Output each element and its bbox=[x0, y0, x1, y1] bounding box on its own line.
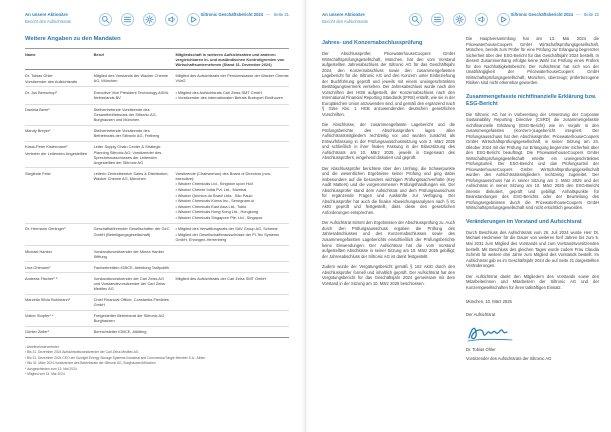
cell-name: Günter Zeller¹ bbox=[25, 329, 49, 335]
table-row bbox=[25, 262, 289, 273]
subsection-label: Bericht des Aufsichtsrats bbox=[25, 18, 71, 24]
column-header-beruf: Beruf bbox=[93, 51, 104, 57]
section-label: An unsere Aktionäre bbox=[322, 12, 365, 17]
cell-beruf: Chief Financial Officer, Constantia Flexibles GmbH bbox=[93, 297, 169, 308]
page-right bbox=[306, 0, 611, 432]
table-row bbox=[25, 224, 289, 246]
cell-beruf: Stellvertretende Vorsitzende des Betriebsrats der Siltronic AG, Freiberg bbox=[93, 128, 160, 139]
cell-beruf: Vorstandsvorsitzender der Carl Zeiss AG und Vorstandsvorsitzender der Carl Zeiss Meditec AG bbox=[93, 275, 165, 292]
cell-name: Marcella Silvia Bohlmann⁶ bbox=[25, 297, 71, 303]
separator: — bbox=[266, 12, 271, 17]
cell-mandates bbox=[175, 246, 289, 261]
footnote: ³ Bis 31. Dezember 2024 CEO der Sunlight Energy Storage Systems Industrial and Commercial Single Member S.A., Athen bbox=[25, 355, 206, 360]
separator: — bbox=[576, 12, 581, 17]
cell-mandates bbox=[175, 126, 289, 141]
cell-name: Dr. Tobias Ohler Vorsitzender des Aufsichtsrats bbox=[25, 72, 78, 84]
cell-mandates: • Mitglied des Verwaltungsrats der SAV Group AG, Schweiz • Mitglied der Gesellschafterausschüsse der Pi-Tec Systems GmbH, Ehningen-Herrenberg bbox=[175, 226, 280, 243]
toolbar bbox=[99, 12, 200, 26]
footnote: ² Bis 31. Dezember 2024 Aufsichtsratsvorsitzender der Carl Zeiss Meditec AG bbox=[25, 350, 139, 355]
cell-name: Volker Stopfer¹ ⁴ bbox=[25, 313, 54, 319]
table-row bbox=[25, 105, 289, 126]
speaker-icon[interactable] bbox=[165, 13, 178, 26]
table-row bbox=[25, 327, 289, 338]
cell-name: Dr. Jos Benschop⁶ bbox=[25, 89, 58, 95]
table-body bbox=[25, 70, 289, 338]
table-row bbox=[25, 246, 289, 262]
menu-icon[interactable] bbox=[431, 13, 444, 26]
audit-continuation-paragraphs bbox=[466, 36, 599, 86]
cell-mandates: • Mitglied des Aufsichtsrats Carl Zeiss SMT GmbH • Vorsitzender des internationalen Beirats Brainport Eindhoven bbox=[175, 89, 284, 101]
footnote: ⁶ Mitglied seit 13. Mai 2024. bbox=[25, 372, 66, 377]
mandates-table bbox=[25, 48, 289, 338]
page-reference bbox=[510, 12, 599, 18]
column-header-name: Name bbox=[25, 51, 36, 57]
place-date: München, 10. März 2025 bbox=[466, 299, 512, 305]
cell-beruf: Leiterin Zentralbereich Sales & Distribution, Wacker Chemie AG, München bbox=[93, 170, 169, 181]
cell-name: Dr. Hermann Gerlinger³ bbox=[25, 226, 66, 232]
section-heading-audit: Jahres- und Konzernabschlussprüfung bbox=[322, 40, 423, 46]
document-title: Siltronic Geschäftsbericht 2024 bbox=[200, 12, 264, 17]
page-reference bbox=[200, 12, 289, 18]
toolbar bbox=[409, 12, 510, 26]
table-row bbox=[25, 168, 289, 224]
paragraph: Der Aufsichtsrat stimmt den Ergebnissen der Abschlussprüfung zu. Auch durch den Prüfungsausschuss ergaben die Prüfung des Jahresabschlusses und des Konzernabschlusses sowie des zusammengefassten Lageberichts einschließlich der Prüfungsberichte keine Einwendungen. Der Aufsichtsrat hat die vom Vorstand aufgestellten Abschlüsse in seiner Sitzung am 10. März 2025 gebilligt; der Jahresabschluss der Siltronic AG ist damit festgestellt. bbox=[322, 220, 455, 259]
page-title: Weitere Angaben zu den Mandaten bbox=[25, 36, 121, 42]
cell-beruf: Freigestellter Betriebsrat der Siltronic AG, Burghausen bbox=[93, 313, 166, 324]
paragraph: Der Abschlussprüfer berichtete über den Umfang, die Schwerpunkte und die wesentlichen Ergebnisse seiner Prüfung und ging dabei insbesondere auf die besonders wichtigen Prüfungssachverhalte (Key Audit Matters) und die vorgenommenen Prüfungshandlungen ein. Der Abschlussprüfer stand dem Aufsichtsrat und dem Prüfungsausschuss für ergänzende Fragen und Auskünfte zur Verfügung. Der Abschlussprüfer hat auch die finalen Abweichungsanalysen nach § 91 AktG geprüft und festgestellt, dass diese den gesetzlichen Anforderungen entsprechen. bbox=[322, 165, 455, 215]
cell-beruf: Fachsekretärin IGBCE, Abteilung Tarifpolitik bbox=[93, 264, 170, 270]
table-row bbox=[25, 142, 289, 168]
cell-beruf: Executive Vice President Technology ASML Netherlands BV bbox=[93, 89, 169, 100]
section-heading-changes: Veränderungen im Vorstand und Aufsichtsrat bbox=[466, 218, 582, 225]
cell-mandates: Mitglied des Aufsichtsrats der Pensionskasse der Wacker Chemie VVaG bbox=[175, 72, 289, 83]
cell-mandates bbox=[175, 295, 289, 310]
cell-beruf: Stellvertretende Vorsitzende des Gesamtbetriebsrats der Siltronic AG, Burghausen und München bbox=[93, 107, 157, 123]
footnote: ¹ Arbeitnehmervertreter bbox=[25, 345, 59, 350]
cell-mandates bbox=[175, 142, 289, 167]
play-icon[interactable] bbox=[497, 13, 510, 26]
cell-mandates: Vorsitzende (Chairwoman) des Board of Directors (non-executive): • Wacker Chemicals Ltd., Kingston upon Hull • Wacker Chemie India Pvt. Ltd., Mumbai • Wacker Química do Brasil Ltda., São Paulo • Wacker Chemicals Korea Inc., Seongnam-si • Wacker Chemicals East Asia Ltd., Tokio • Wacker Chemicals Hong Kong Ltd., Hongkong • Wacker Chemicals Singapore Pte. Ltd., Singapur bbox=[175, 170, 272, 220]
play-icon[interactable] bbox=[187, 13, 200, 26]
cell-name: Mandy Breyer¹ bbox=[25, 128, 51, 134]
page-header-right bbox=[322, 12, 599, 26]
cell-name: Sieglinde Feist bbox=[25, 170, 51, 176]
cell-name: Lina Ohlmann¹ bbox=[25, 264, 51, 270]
paragraph: Die Hauptversammlung hat am 13. Mai 2024 die PricewaterhouseCoopers GmbH Wirtschaftsprüfungsgesellschaft, München, bereits zum Prüfer für eine Prüfung zur Erlangung begrenzter Sicherheit über den ESG-Bericht für das Geschäftsjahr 2024 bestellt. In diesem Zusammenhang erfolgte keine Wahl zur Prüfung eines Prüfers für den Nachhaltigkeitsbericht. Der Aufsichtsrat hat sich von der Unabhängigkeit der PricewaterhouseCoopers GmbH Wirtschaftsprüfungsgesellschaft, München, überzeugt; prüferbezogene Risiken sind nicht erkennbar geworden. bbox=[466, 36, 599, 86]
cell-mandates bbox=[175, 105, 289, 125]
signature-icon bbox=[466, 323, 518, 343]
two-column-text bbox=[322, 36, 599, 366]
document-title: Siltronic Geschäftsbericht 2024 bbox=[510, 12, 574, 17]
cell-name: Klaus-Peter Kistermann² Vertreter der Leitenden Angestellten bbox=[25, 144, 88, 156]
column-header-mandates: Mitgliedschaft in weiteren Aufsichtsräten und anderen vergleichbaren in- und ausländischen Kontrollgremien von Wirtschaftsunternehmen (Stand 31. Dezember 2024) bbox=[175, 51, 285, 67]
footnote: ⁴ Bis 31. März 2024 Vorsitzender des Betriebsrats der Siltronic AG, Burghausen/München bbox=[25, 361, 156, 366]
page-number: Seite 22 bbox=[583, 12, 599, 17]
menu-icon[interactable] bbox=[121, 13, 134, 26]
footnotes bbox=[25, 345, 289, 378]
text-column-left bbox=[322, 36, 455, 366]
audit-paragraphs bbox=[322, 51, 455, 286]
cell-name: Daniela Bene¹ bbox=[25, 107, 50, 113]
breadcrumb bbox=[25, 12, 99, 25]
cell-name: Michael Hankel bbox=[25, 248, 52, 254]
paragraph: Die Abschlüsse, der zusammengefasste Lagebericht und die Prüfungsberichte des Abschlussprüfers lagen allen Aufsichtsratsmitgliedern rechtzeitig vor und wurden zunächst als Entwurfsfassung in der Prüfungsausschusssitzung vom 2. März 2025 und schließlich in ihrer finalen Fassung in der Bilanzsitzung des Aufsichtsrats am 10. März 2025, jeweils in Gegenwart des Abschlussprüfers, eingehend diskutiert und geprüft. bbox=[322, 122, 455, 161]
section-heading-esg: Zusammengefasste nichtfinanzielle Erklärung bzw. ESG-Bericht bbox=[466, 93, 597, 107]
esg-paragraphs bbox=[466, 112, 599, 211]
table-row bbox=[25, 273, 289, 294]
speaker-icon[interactable] bbox=[475, 13, 488, 26]
table-header-row bbox=[25, 49, 289, 70]
cell-beruf: Geschäftsführender Gesellschafter der GeC GmbH (Beteiligungsgesellschaft) bbox=[93, 226, 170, 237]
paragraph: Der Abschlussprüfer, PricewaterhouseCoopers GmbH Wirtschaftsprüfungsgesellschaft, München, hat den vom Vorstand aufgestellten Jahresabschluss der Siltronic AG für das Geschäftsjahr 2024, den Konzernabschluss sowie den zusammengefassten Lagebericht für die Siltronic AG und den Konzern unter Einbeziehung der Buchführung geprüft und jeweils mit einem uneingeschränkten Bestätigungsvermerk versehen. Der Jahresabschluss wurde nach den Vorschriften des HGB aufgestellt, der Konzernabschluss nach den International Financial Reporting Standards (IFRS) erstellt, wie sie in der Europäischen Union anzuwenden sind, und gemäß den ergänzend nach § 315e Abs. 1 HGB anzuwendenden deutschen gesetzlichen Vorschriften. bbox=[322, 51, 455, 117]
settings-icon[interactable] bbox=[143, 13, 156, 26]
cell-beruf: Bereichsleiter IGBCE, Altötting bbox=[93, 329, 147, 335]
cell-beruf: Mitglied des Vorstands der Wacker Chemie AG, München bbox=[93, 72, 169, 83]
changes-paragraphs bbox=[466, 230, 599, 290]
search-icon[interactable] bbox=[409, 13, 422, 26]
cell-mandates bbox=[175, 311, 289, 326]
page-number: Seite 21 bbox=[273, 12, 289, 17]
cell-mandates: Mitglied des Aufsichtsrats der Carl Zeiss SMT GmbH bbox=[175, 275, 267, 281]
section-label: An unsere Aktionäre bbox=[25, 12, 68, 17]
search-icon[interactable] bbox=[99, 13, 112, 26]
settings-icon[interactable] bbox=[453, 13, 466, 26]
cell-beruf: Leiter Supply Chain Center & Strategic Planning Siltronic AG; Vorsitzender des Sprecherausschusses der Leitenden Angestellten der Siltronic AG bbox=[93, 144, 162, 165]
board-label: Der Aufsichtsrat bbox=[466, 311, 496, 317]
paragraph: Der Aufsichtsrat dankt den Mitgliedern des Vorstands sowie den Mitarbeiterinnen und Mitarbeitern der Siltronic AG und der Konzerngesellschaften für ihren tatkräftigen Einsatz. bbox=[466, 273, 599, 290]
signer-role: Vorsitzender des Aufsichtsrats der Siltronic AG bbox=[466, 356, 552, 362]
signature-block bbox=[466, 299, 599, 362]
cell-beruf: Vorstandsvorsitzender der Minna Hankel Stiftung bbox=[93, 248, 164, 259]
table-row bbox=[25, 311, 289, 327]
signer-name: Dr. Tobias Ohler bbox=[466, 346, 496, 352]
text-column-right bbox=[466, 36, 599, 366]
table-row bbox=[25, 295, 289, 311]
cell-mandates bbox=[175, 262, 289, 272]
cell-name: Andreas Fischer² ⁵ bbox=[25, 275, 58, 281]
paragraph: Zudem wurde der Vergütungsbericht gemäß § 162 AktG durch den Abschlussprüfer formell und inhaltlich geprüft. Der Aufsichtsrat hat den Vergütungsbericht für das Geschäftsjahr 2024 gemeinsam mit dem Vorstand in der Sitzung am 10. März 2025 beschlossen. bbox=[322, 264, 455, 286]
page-header-left bbox=[25, 12, 289, 26]
paragraph: Durch Beschluss des Aufsichtsrats vom 25. Juli 2024 wurde Herr Dr. Michael Heckmeier für die Dauer von weiteren fünf Jahren bis zum 5. Mai 2031 zum Mitglied des Vorstands und zum Vorstandsvorsitzenden bestellt. Mit Beschluss des gleichen Tages wurde zudem Frau Claudia Schmitt für weitere drei Jahre zum Mitglied des Vorstands bestellt. Im Aufsichtsrat gab es im Geschäftsjahr 2024 die auf Seite 21 dargestellten Veränderungen. bbox=[466, 229, 599, 269]
cell-mandates bbox=[175, 327, 289, 337]
breadcrumb bbox=[322, 12, 409, 25]
table-row bbox=[25, 126, 289, 142]
table-row bbox=[25, 70, 289, 87]
subsection-label: Bericht des Aufsichtsrats bbox=[322, 18, 368, 24]
table-row bbox=[25, 87, 289, 104]
footnote: ⁵ Ausgeschieden zum 13. Mai 2024. bbox=[25, 366, 78, 371]
paragraph: Die Siltronic AG hat in Vorbereitung der Umsetzung der Corporate Sustainability Reporting Directive (CSRD) die zusammengefasste nichtfinanzielle Erklärung (ESG-Bericht) wie im Vorjahr in den zusammengefassten (Konzern-)Lagebericht integriert. Der Prüfungsausschuss hat den Abschlussprüfer, PricewaterhouseCoopers GmbH Wirtschaftsprüfungsgesellschaft, in seiner Sitzung am 24. Oktober 2024 mit der Prüfung zur Erlangung begrenzter Sicherheit über den ESG-Bericht beauftragt. Die PricewaterhouseCoopers GmbH Wirtschaftsprüfungsgesellschaft erteilte ein uneingeschränktes Prüfungsurteil. Der ESG-Bericht und das Prüfungsurteil der PricewaterhouseCoopers GmbH Wirtschaftsprüfungsgesellschaft wurden den Aufsichtsratsmitgliedern rechtzeitig zugeleitet. Der Prüfungsausschuss hat in seiner Sitzung am 2. März 2025 und der Aufsichtsrat in seiner Sitzung am 10. März 2025 den ESG-Bericht intensiv diskutiert, geprüft und gebilligt. Anhaltspunkte für Beanstandungen des ESG-Berichts oder der Beurteilung des Prüfungsergebnisses durch die PricewaterhouseCoopers GmbH Wirtschaftsprüfungsgesellschaft sind nicht ersichtlich geworden. bbox=[466, 111, 599, 211]
